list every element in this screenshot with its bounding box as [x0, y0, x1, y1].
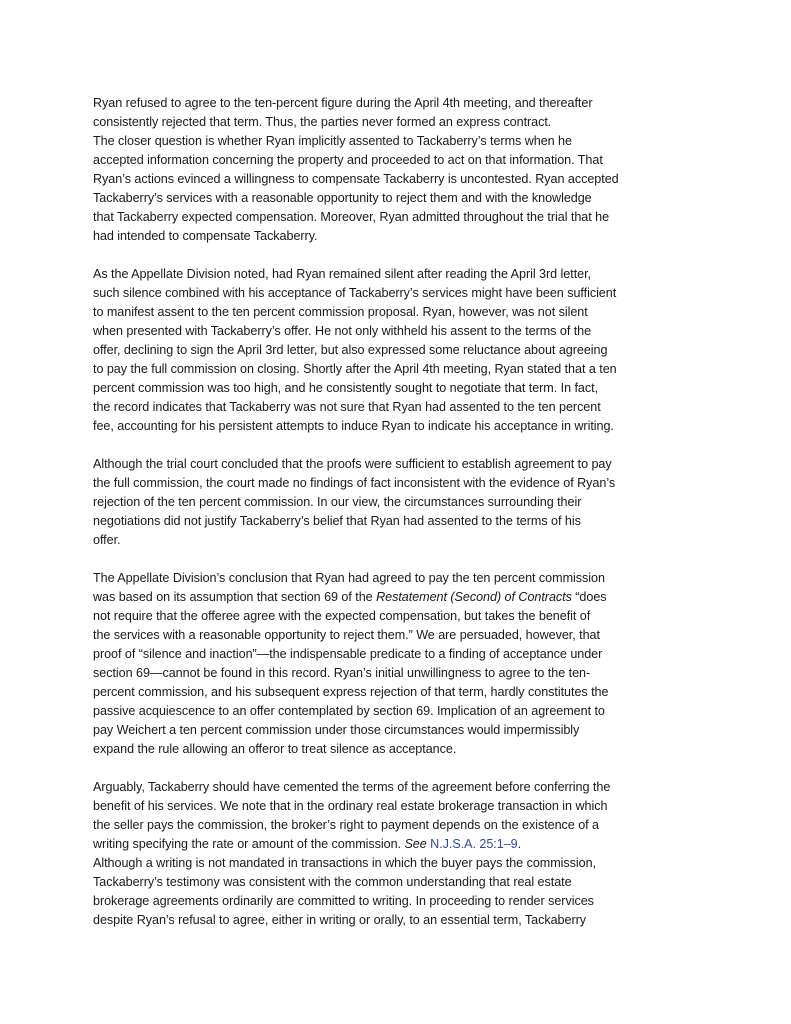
- text-line: that Tackaberry expected compensation. Moreover, Ryan admitted throughout the trial that he: [93, 210, 610, 224]
- text-line: negotiations did not justify Tackaberry’s belief that Ryan had assented to the terms of his: [93, 514, 581, 528]
- text-line: Ryan refused to agree to the ten-percent figure during the April 4th meeting, and thereafter: [93, 96, 593, 110]
- text-line: despite Ryan’s refusal to agree, either in writing or orally, to an essential term, Tackaberry: [93, 913, 586, 927]
- restatement-title: Restatement (Second) of Contracts: [376, 590, 572, 604]
- text-line: section 69—cannot be found in this record. Ryan’s initial unwillingness to agree to the ten-: [93, 666, 591, 680]
- text-line: accepted information concerning the property and proceeded to act on that information. That: [93, 153, 603, 167]
- paragraph-3: [93, 265, 713, 436]
- text-segment: .: [517, 837, 522, 851]
- text-line: benefit of his services. We note that in the ordinary real estate brokerage transaction in which: [93, 799, 608, 813]
- text-line: the seller pays the commission, the broker’s right to payment depends on the existence of a: [93, 818, 600, 832]
- text-line: The Appellate Division’s conclusion that Ryan had agreed to pay the ten percent commission: [93, 571, 605, 585]
- text-line: to manifest assent to the ten percent commission proposal. Ryan, however, was not silent: [93, 305, 588, 319]
- text-segment: writing specifying the rate or amount of the commission.: [93, 837, 405, 851]
- text-line: such silence combined with his acceptance of Tackaberry’s services might have been sufficient: [93, 286, 617, 300]
- text-line: Although a writing is not mandated in transactions in which the buyer pays the commission,: [93, 856, 597, 870]
- text-line: Although the trial court concluded that the proofs were sufficient to establish agreement to pay: [93, 457, 612, 471]
- see-signal: See: [404, 837, 427, 851]
- paragraph-1: [93, 94, 713, 132]
- paragraph-4: [93, 455, 713, 550]
- text-line: Tackaberry’s services with a reasonable opportunity to reject them and with the knowledge: [93, 191, 592, 205]
- paragraph-6: [93, 778, 713, 930]
- text-line: consistently rejected that term. Thus, the parties never formed an express contract.: [93, 115, 552, 129]
- text-line: rejection of the ten percent commission. In our view, the circumstances surrounding their: [93, 495, 582, 509]
- text-line: Tackaberry’s testimony was consistent with the common understanding that real estate: [93, 875, 572, 889]
- text-line: percent commission was too high, and he consistently sought to negotiate that term. In fact,: [93, 381, 599, 395]
- text-line: offer.: [93, 533, 121, 547]
- text-line: when presented with Tackaberry’s offer. He not only withheld his assent to the terms of the: [93, 324, 592, 338]
- statute-citation-link[interactable]: N.J.S.A. 25:1–9: [430, 837, 518, 851]
- text-line-with-citation: [93, 835, 713, 854]
- text-line: fee, accounting for his persistent attempts to induce Ryan to indicate his acceptance in writing.: [93, 419, 614, 433]
- text-line: The closer question is whether Ryan implicitly assented to Tackaberry’s terms when he: [93, 134, 572, 148]
- text-segment: was based on its assumption that section 69 of the: [93, 590, 377, 604]
- text-line-with-title: [93, 588, 713, 607]
- text-line: pay Weichert a ten percent commission under those circumstances would impermissibly: [93, 723, 580, 737]
- document-body: [93, 94, 713, 930]
- text-line: brokerage agreements ordinarily are committed to writing. In proceeding to render services: [93, 894, 594, 908]
- text-line: percent commission, and his subsequent express rejection of that term, hardly constitutes the: [93, 685, 609, 699]
- text-line: Ryan’s actions evinced a willingness to compensate Tackaberry is uncontested. Ryan accepted: [93, 172, 619, 186]
- text-line: the record indicates that Tackaberry was not sure that Ryan had assented to the ten percent: [93, 400, 601, 414]
- text-line: to pay the full commission on closing. Shortly after the April 4th meeting, Ryan stated that a ten: [93, 362, 617, 376]
- text-line: offer, declining to sign the April 3rd letter, but also expressed some reluctance about agreeing: [93, 343, 608, 357]
- text-line: the full commission, the court made no findings of fact inconsistent with the evidence of Ryan’s: [93, 476, 616, 490]
- paragraph-5: [93, 569, 713, 759]
- text-line: proof of “silence and inaction”—the indispensable predicate to a finding of acceptance under: [93, 647, 603, 661]
- text-line: expand the rule allowing an offeror to treat silence as acceptance.: [93, 742, 457, 756]
- text-line: had intended to compensate Tackaberry.: [93, 229, 318, 243]
- text-line: passive acquiescence to an offer contemplated by section 69. Implication of an agreement to: [93, 704, 605, 718]
- paragraph-2: [93, 132, 713, 246]
- text-line: not require that the offeree agree with the expected compensation, but takes the benefit of: [93, 609, 591, 623]
- text-line: the services with a reasonable opportunity to reject them.” We are persuaded, however, that: [93, 628, 600, 642]
- text-line: Arguably, Tackaberry should have cemented the terms of the agreement before conferring the: [93, 780, 611, 794]
- text-line: As the Appellate Division noted, had Ryan remained silent after reading the April 3rd letter,: [93, 267, 591, 281]
- text-segment: “does: [571, 590, 607, 604]
